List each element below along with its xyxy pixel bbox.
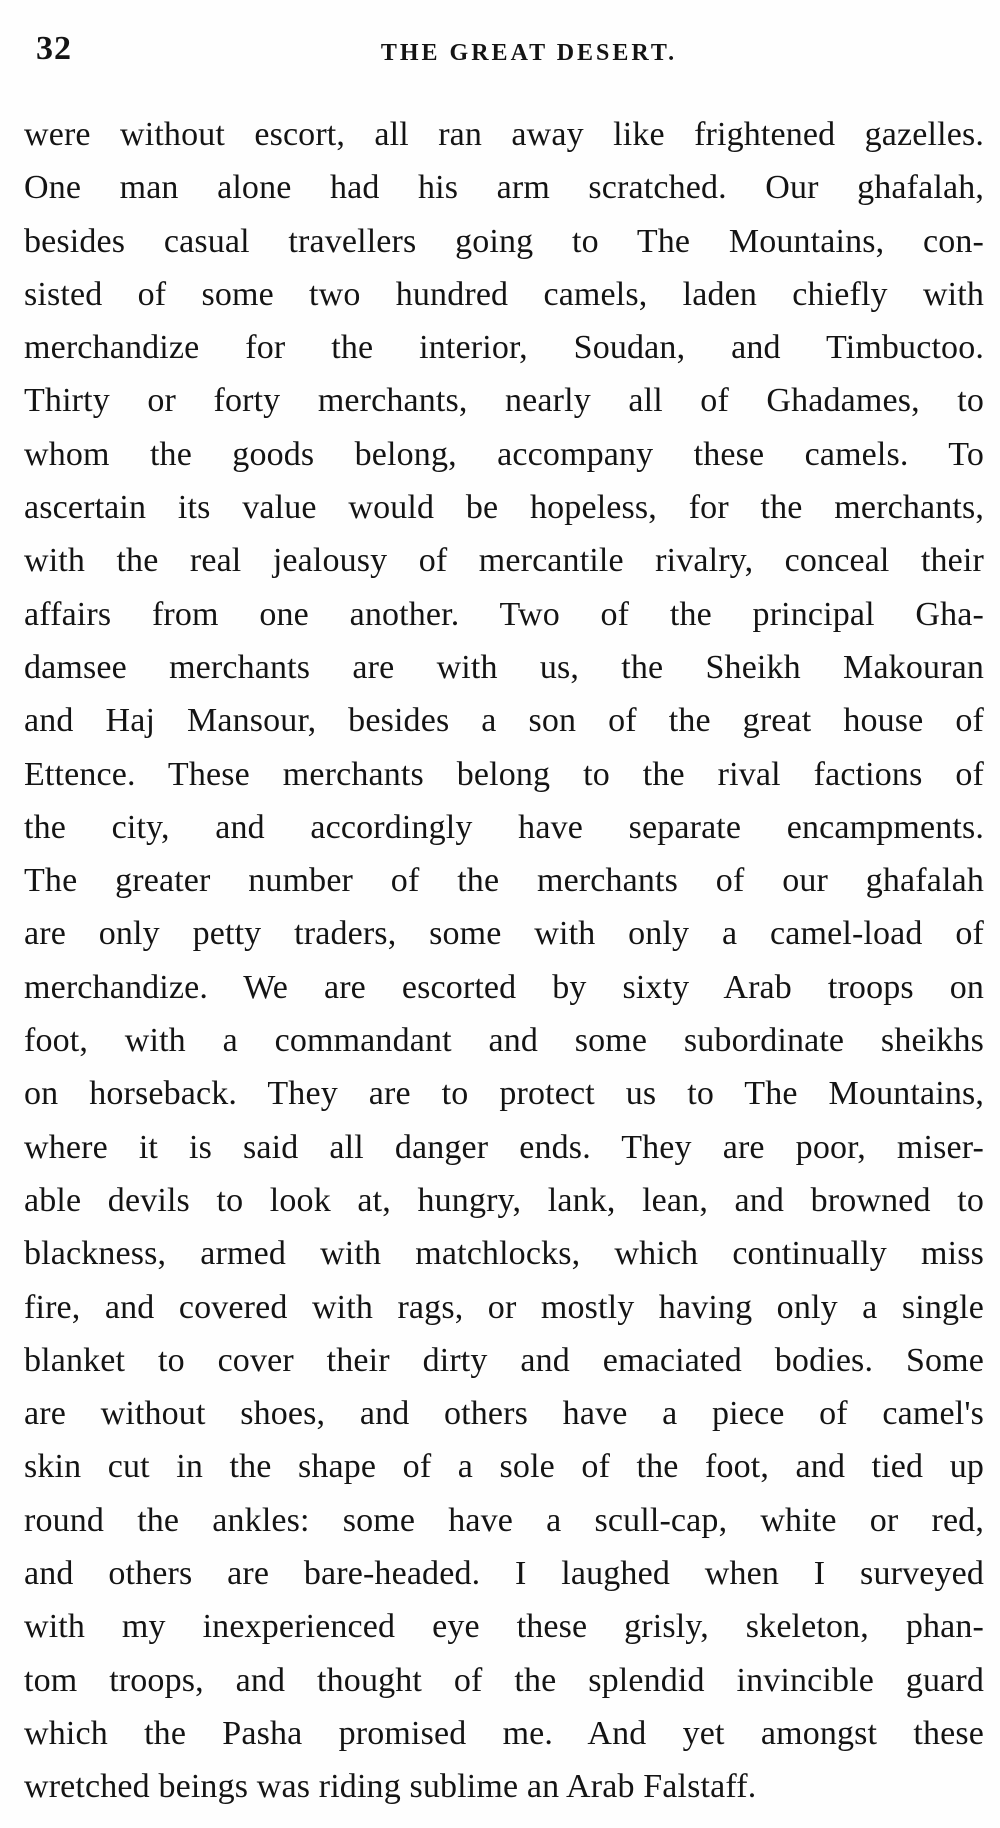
text-line: and others are bare-headed. I laughed when I surveyed	[24, 1555, 984, 1593]
text-line: The greater number of the merchants of our ghafalah	[24, 862, 984, 900]
text-line: sisted of some two hundred camels, laden chiefly with	[24, 275, 984, 313]
text-line: blanket to cover their dirty and emaciated bodies. Some	[24, 1341, 984, 1379]
text-line: are without shoes, and others have a piece of camel's	[24, 1395, 984, 1433]
text-line: merchandize for the interior, Soudan, and Timbuctoo.	[24, 329, 984, 367]
text-line: whom the goods belong, accompany these camels. To	[24, 435, 984, 473]
text-line: the city, and accordingly have separate encampments.	[24, 808, 984, 846]
text-line: tom troops, and thought of the splendid invincible guard	[24, 1661, 984, 1699]
text-line: fire, and covered with rags, or mostly having only a single	[24, 1288, 984, 1326]
text-line: and Haj Mansour, besides a son of the great house of	[24, 702, 984, 740]
text-line: with the real jealousy of mercantile rivalry, conceal their	[24, 542, 984, 580]
text-line: ascertain its value would be hopeless, for the merchants,	[24, 489, 984, 527]
text-line: skin cut in the shape of a sole of the foot, and tied up	[24, 1448, 984, 1486]
running-title: THE GREAT DESERT.	[380, 40, 678, 66]
text-line: merchandize. We are escorted by sixty Arab troops on	[24, 968, 984, 1006]
text-line: were without escort, all ran away like frightened gazelles.	[24, 116, 984, 153]
text-line: blackness, armed with matchlocks, which continually miss	[24, 1235, 984, 1273]
text-line: Ettence. These merchants belong to the rival factions of	[24, 755, 984, 793]
running-head	[36, 30, 982, 70]
text-line: round the ankles: some have a scull-cap, white or red,	[24, 1501, 984, 1539]
text-line: able devils to look at, hungry, lank, lean, and browned to	[24, 1181, 984, 1219]
text-line: foot, with a commandant and some subordinate sheikhs	[24, 1022, 984, 1060]
text-line: affairs from one another. Two of the principal Gha-	[24, 595, 984, 633]
text-line: wretched beings was riding sublime an Arab Falstaff.	[24, 1768, 757, 1806]
text-line: on horseback. They are to protect us to The Mountains,	[24, 1075, 984, 1113]
text-line: are only petty traders, some with only a camel-load of	[24, 915, 984, 953]
text-line: damsee merchants are with us, the Sheikh Makouran	[24, 648, 984, 686]
text-line: with my inexperienced eye these grisly, skeleton, phan-	[24, 1608, 984, 1646]
text-line: where it is said all danger ends. They are poor, miser-	[24, 1128, 984, 1166]
text-line: Thirty or forty merchants, nearly all of Ghadames, to	[24, 382, 984, 420]
text-line: besides casual travellers going to The Mountains, con-	[24, 222, 984, 260]
page-number: 32	[36, 30, 72, 67]
text-line: which the Pasha promised me. And yet amongst these	[24, 1714, 984, 1752]
text-line: One man alone had his arm scratched. Our ghafalah,	[24, 169, 984, 207]
body-text	[24, 108, 984, 1814]
